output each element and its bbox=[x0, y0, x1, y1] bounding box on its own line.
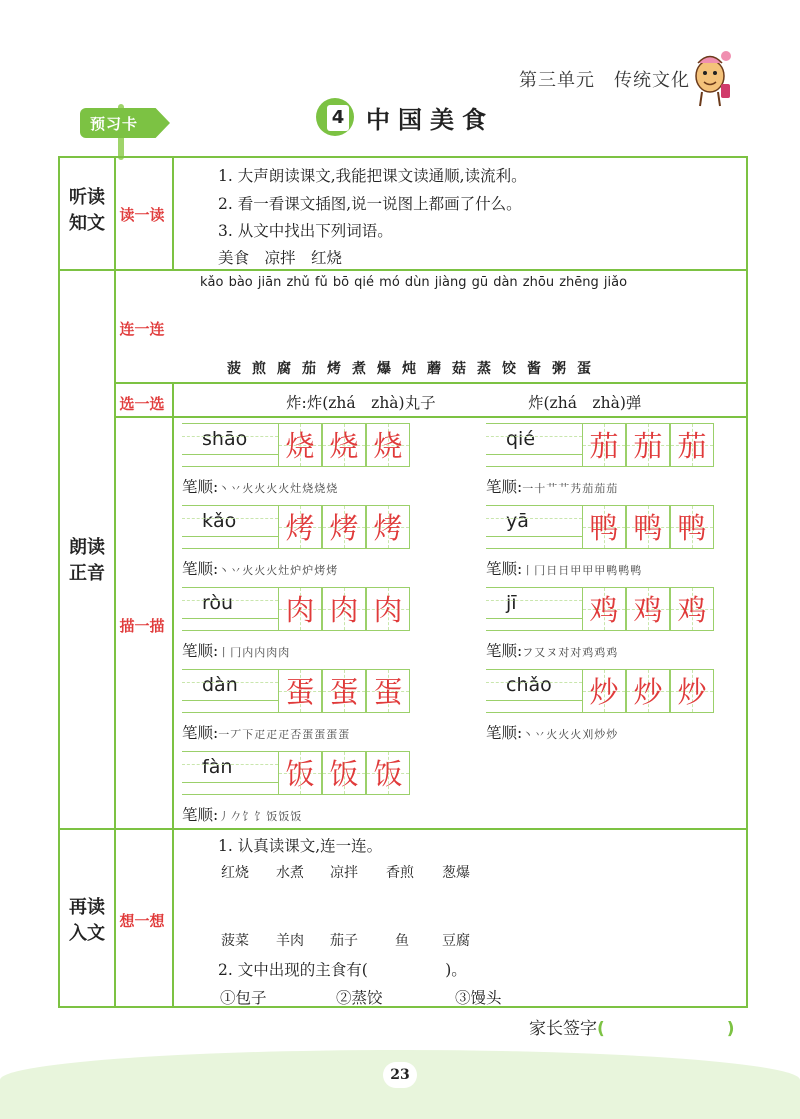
page-number: 23 bbox=[383, 1062, 417, 1088]
pinyin-label: jī bbox=[486, 587, 582, 631]
word-item: 凉拌 bbox=[330, 865, 358, 881]
trace-box[interactable] bbox=[582, 669, 626, 713]
stroke-order-label: 笔顺: bbox=[182, 560, 219, 578]
activity-choose-label: 选一选 bbox=[119, 395, 165, 413]
stroke-order-label: 笔顺: bbox=[182, 478, 219, 496]
trace-box[interactable] bbox=[322, 587, 366, 631]
stroke-order-label: 笔顺: bbox=[182, 642, 219, 660]
trace-box[interactable] bbox=[366, 669, 410, 713]
trace-character: 肉 bbox=[285, 593, 315, 627]
stroke-sequence: 一丆下疋疋疋否蛋蛋蛋蛋 bbox=[218, 728, 351, 741]
activity-trace-label: 描一描 bbox=[119, 617, 165, 635]
trace-box[interactable] bbox=[582, 587, 626, 631]
trace-box[interactable] bbox=[278, 751, 322, 795]
trace-character: 饭 bbox=[329, 757, 359, 791]
stroke-sequence: 丶丷火火火灶炉炉烤烤 bbox=[218, 564, 339, 577]
trace-box[interactable] bbox=[278, 423, 322, 467]
stroke-sequence: 丿𠂊饣饣饭饭饭 bbox=[218, 810, 303, 823]
stroke-order bbox=[182, 721, 350, 743]
stroke-order bbox=[182, 475, 338, 497]
trace-character: 肉 bbox=[373, 593, 403, 627]
pinyin-label: ròu bbox=[182, 587, 278, 631]
pinyin-row: kǎo bào jiān zhǔ fǔ bō qié mó dùn jiàng gū dàn zhōu zhēng jiǎo bbox=[200, 275, 628, 290]
stroke-order bbox=[182, 639, 290, 661]
word-item: 茄子 bbox=[330, 933, 358, 949]
option-a: ①包子 bbox=[220, 989, 267, 1007]
trace-box[interactable] bbox=[322, 505, 366, 549]
trace-box[interactable] bbox=[670, 587, 714, 631]
trace-box[interactable] bbox=[278, 669, 322, 713]
word-item: 羊肉 bbox=[276, 933, 304, 949]
trace-box[interactable] bbox=[366, 505, 410, 549]
activity-read-label: 读一读 bbox=[119, 206, 165, 224]
trace-character: 鸡 bbox=[677, 593, 707, 627]
stroke-order-label: 笔顺: bbox=[486, 642, 523, 660]
trace-character: 烧 bbox=[285, 429, 315, 463]
trace-character: 茄 bbox=[677, 429, 707, 463]
trace-character: 饭 bbox=[373, 757, 403, 791]
pinyin-label: shāo bbox=[182, 423, 278, 467]
trace-character: 蛋 bbox=[373, 675, 403, 709]
word-item: 水煮 bbox=[276, 865, 304, 881]
word-item: 红烧 bbox=[221, 865, 249, 881]
trace-box[interactable] bbox=[626, 669, 670, 713]
trace-box[interactable] bbox=[278, 505, 322, 549]
trace-character: 炒 bbox=[589, 675, 619, 709]
activity-connect-label: 连一连 bbox=[119, 320, 165, 338]
word-item: 香煎 bbox=[386, 865, 414, 881]
word-item: 葱爆 bbox=[442, 865, 470, 881]
stroke-order bbox=[182, 557, 338, 579]
stroke-order-label: 笔顺: bbox=[486, 724, 523, 742]
option-b: ②蒸饺 bbox=[336, 989, 383, 1007]
word-item: 鱼 bbox=[395, 933, 409, 949]
trace-box[interactable] bbox=[670, 505, 714, 549]
instruction-line: 3. 从文中找出下列词语。 bbox=[218, 222, 393, 240]
choose-item: 炸(zhá zhà)弹 bbox=[528, 394, 642, 412]
stroke-order bbox=[486, 639, 618, 661]
lesson-title: 中国美食 bbox=[366, 105, 494, 134]
trace-character: 饭 bbox=[285, 757, 315, 791]
trace-character: 炒 bbox=[633, 675, 663, 709]
trace-box[interactable] bbox=[582, 505, 626, 549]
word-list: 美食 凉拌 红烧 bbox=[218, 249, 343, 267]
character-row: 菠煎腐茄烤煮爆炖蘑菇蒸饺酱粥蛋 bbox=[227, 361, 602, 377]
trace-character: 鸡 bbox=[589, 593, 619, 627]
question-1: 1. 认真读课文,连一连。 bbox=[218, 837, 383, 855]
stroke-sequence: 丨冂内内肉肉 bbox=[218, 646, 291, 659]
stroke-sequence: 丨冂日日甲甲甲鸭鸭鸭 bbox=[522, 564, 643, 577]
stroke-sequence: 丶丷火火火火灶烧烧烧 bbox=[218, 482, 339, 495]
trace-box[interactable] bbox=[322, 669, 366, 713]
trace-box[interactable] bbox=[278, 587, 322, 631]
trace-box[interactable] bbox=[626, 423, 670, 467]
trace-character: 蛋 bbox=[285, 675, 315, 709]
trace-box[interactable] bbox=[322, 423, 366, 467]
stroke-order-label: 笔顺: bbox=[182, 724, 219, 742]
trace-character: 肉 bbox=[329, 593, 359, 627]
word-item: 豆腐 bbox=[442, 933, 470, 949]
stroke-order-label: 笔顺: bbox=[486, 478, 523, 496]
trace-character: 鸭 bbox=[633, 511, 663, 545]
trace-character: 烤 bbox=[373, 511, 403, 545]
stroke-sequence: 一十艹艹艿茄茄茄 bbox=[522, 482, 619, 495]
trace-box[interactable] bbox=[670, 669, 714, 713]
stroke-order bbox=[486, 475, 618, 497]
pinyin-label: fàn bbox=[182, 751, 278, 795]
mascot-icon bbox=[690, 46, 734, 110]
pinyin-label: qié bbox=[486, 423, 582, 467]
pinyin-label: dàn bbox=[182, 669, 278, 713]
question-2: 2. 文中出现的主食有( )。 bbox=[218, 961, 467, 979]
trace-character: 烧 bbox=[329, 429, 359, 463]
stroke-order-label: 笔顺: bbox=[486, 560, 523, 578]
stroke-sequence: フ又ヌ对对鸡鸡鸡 bbox=[522, 646, 619, 659]
trace-character: 鸭 bbox=[677, 511, 707, 545]
trace-character: 炒 bbox=[677, 675, 707, 709]
word-item: 菠菜 bbox=[221, 933, 249, 949]
instruction-line: 2. 看一看课文插图,说一说图上都画了什么。 bbox=[218, 195, 522, 213]
instruction-line: 1. 大声朗读课文,我能把课文读通顺,读流利。 bbox=[218, 167, 527, 185]
trace-character: 烤 bbox=[285, 511, 315, 545]
activity-think-label: 想一想 bbox=[119, 912, 165, 930]
trace-character: 鸡 bbox=[633, 593, 663, 627]
pinyin-label: kǎo bbox=[182, 505, 278, 549]
trace-box[interactable] bbox=[626, 587, 670, 631]
trace-character: 蛋 bbox=[329, 675, 359, 709]
stroke-order bbox=[486, 557, 642, 579]
trace-box[interactable] bbox=[322, 751, 366, 795]
option-c: ③馒头 bbox=[455, 989, 502, 1007]
trace-box[interactable] bbox=[366, 587, 410, 631]
lesson-number-badge: 4 bbox=[316, 98, 354, 136]
trace-character: 茄 bbox=[589, 429, 619, 463]
trace-box[interactable] bbox=[366, 751, 410, 795]
trace-box[interactable] bbox=[582, 423, 626, 467]
parent-signature: 家长签字( ) bbox=[529, 1019, 735, 1039]
stroke-sequence: 丶丷火火火刈炒炒 bbox=[522, 728, 619, 741]
preview-card-tag: 预习卡 bbox=[78, 104, 174, 160]
trace-box[interactable] bbox=[670, 423, 714, 467]
section-pronounce-label: 朗读 正音 bbox=[69, 537, 105, 584]
trace-character: 烧 bbox=[373, 429, 403, 463]
section-listen-label: 听读 知文 bbox=[69, 187, 105, 234]
pinyin-label: chǎo bbox=[486, 669, 582, 713]
trace-box[interactable] bbox=[626, 505, 670, 549]
choose-item: 炸:炸(zhá zhà)丸子 bbox=[286, 394, 436, 412]
section-reread-label: 再读 入文 bbox=[69, 897, 105, 944]
pinyin-label: yā bbox=[486, 505, 582, 549]
stroke-order bbox=[182, 803, 302, 825]
unit-title: 第三单元 传统文化 bbox=[519, 70, 690, 91]
stroke-order-label: 笔顺: bbox=[182, 806, 219, 824]
stroke-order bbox=[486, 721, 618, 743]
trace-character: 茄 bbox=[633, 429, 663, 463]
trace-character: 烤 bbox=[329, 511, 359, 545]
trace-character: 鸭 bbox=[589, 511, 619, 545]
trace-box[interactable] bbox=[366, 423, 410, 467]
